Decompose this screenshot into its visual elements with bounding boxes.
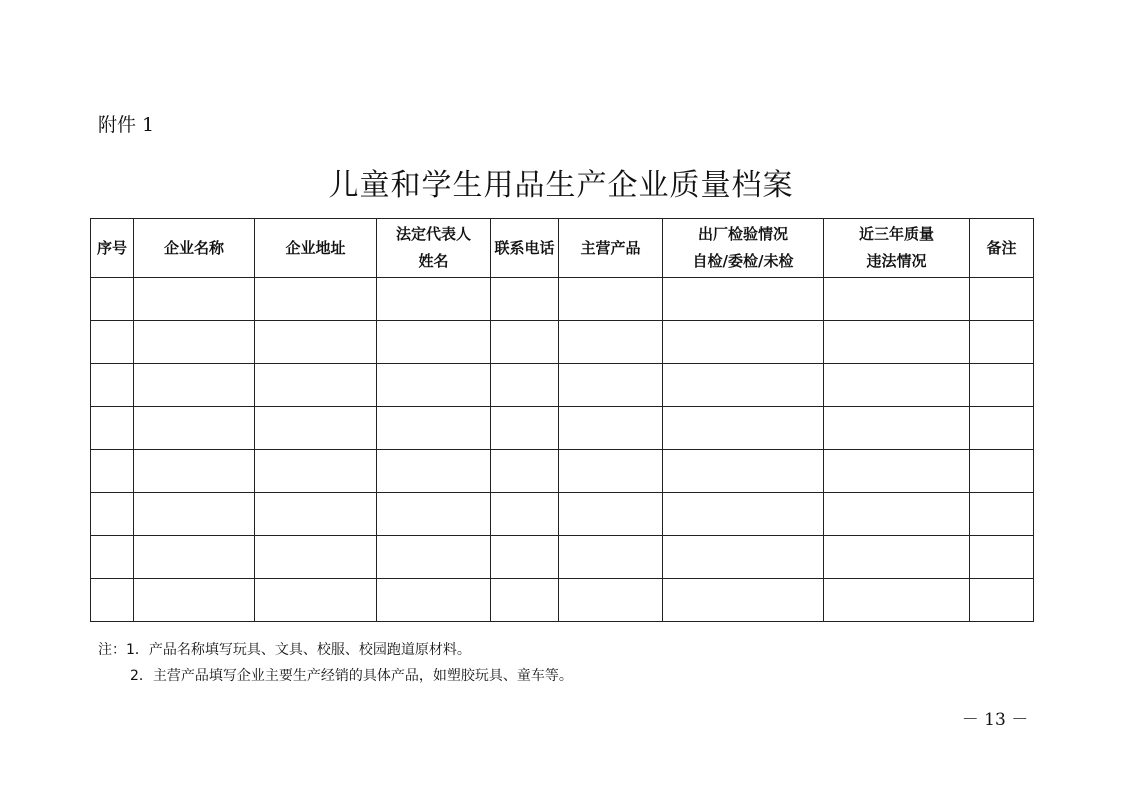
table-header-row <box>91 219 1034 278</box>
table-cell <box>491 321 559 364</box>
table-cell <box>91 450 134 493</box>
header-contact-phone: 联系电话 <box>491 219 559 278</box>
table-cell <box>377 278 491 321</box>
table-cell <box>255 364 377 407</box>
table-cell <box>663 321 824 364</box>
table-row <box>91 536 1034 579</box>
table-cell <box>824 364 970 407</box>
table-cell <box>491 493 559 536</box>
table-cell <box>491 407 559 450</box>
table-cell <box>970 536 1034 579</box>
table-cell <box>491 536 559 579</box>
table-cell <box>91 536 134 579</box>
table-cell <box>134 450 255 493</box>
table-row <box>91 450 1034 493</box>
table-cell <box>824 450 970 493</box>
table-cell <box>970 579 1034 622</box>
table-cell <box>255 579 377 622</box>
table-cell <box>134 364 255 407</box>
table-cell <box>377 450 491 493</box>
header-quality-violations: 近三年质量 违法情况 <box>824 219 970 278</box>
table-cell <box>91 278 134 321</box>
table-body <box>91 278 1034 622</box>
table-cell <box>970 493 1034 536</box>
table-cell <box>663 579 824 622</box>
table-cell <box>377 321 491 364</box>
quality-archive-table <box>90 218 1034 622</box>
table-cell <box>91 364 134 407</box>
note-1: 注：1．产品名称填写玩具、文具、校服、校园跑道原材料。 <box>98 642 471 658</box>
table-row <box>91 321 1034 364</box>
table-cell <box>491 579 559 622</box>
table-cell <box>559 364 663 407</box>
header-serial-number: 序号 <box>91 219 134 278</box>
table-cell <box>663 364 824 407</box>
table-cell <box>377 364 491 407</box>
table-cell <box>663 278 824 321</box>
table-cell <box>255 450 377 493</box>
table-cell <box>824 278 970 321</box>
table-cell <box>91 493 134 536</box>
table-cell <box>970 407 1034 450</box>
table-cell <box>559 321 663 364</box>
table-cell <box>134 536 255 579</box>
table-cell <box>559 536 663 579</box>
table-cell <box>970 450 1034 493</box>
table-cell <box>491 364 559 407</box>
table-row <box>91 364 1034 407</box>
table-cell <box>824 536 970 579</box>
header-company-name: 企业名称 <box>134 219 255 278</box>
header-remarks: 备注 <box>970 219 1034 278</box>
table-cell <box>377 536 491 579</box>
table-cell <box>559 407 663 450</box>
header-factory-inspection: 出厂检验情况 自检/委检/未检 <box>663 219 824 278</box>
table-cell <box>559 579 663 622</box>
table-cell <box>970 321 1034 364</box>
table-cell <box>970 364 1034 407</box>
table-cell <box>91 579 134 622</box>
table-cell <box>824 493 970 536</box>
header-company-address: 企业地址 <box>255 219 377 278</box>
table-cell <box>559 278 663 321</box>
table-cell <box>134 407 255 450</box>
table-cell <box>255 321 377 364</box>
table-cell <box>255 536 377 579</box>
table-cell <box>255 493 377 536</box>
document-title: 儿童和学生用品生产企业质量档案 <box>328 168 794 203</box>
table-cell <box>134 321 255 364</box>
table-row <box>91 579 1034 622</box>
table-cell <box>377 579 491 622</box>
table-cell <box>559 450 663 493</box>
note-2: 2．主营产品填写企业主要生产经销的具体产品，如塑胶玩具、童车等。 <box>130 668 573 684</box>
table-row <box>91 278 1034 321</box>
table-cell <box>255 278 377 321</box>
table-cell <box>970 278 1034 321</box>
table-cell <box>255 407 377 450</box>
table-cell <box>824 579 970 622</box>
header-main-products: 主营产品 <box>559 219 663 278</box>
table-cell <box>134 493 255 536</box>
notes <box>98 637 573 689</box>
attachment-label: 附件 1 <box>98 114 155 136</box>
table-cell <box>91 407 134 450</box>
table-cell <box>377 493 491 536</box>
header-legal-representative: 法定代表人 姓名 <box>377 219 491 278</box>
table-cell <box>134 278 255 321</box>
table-cell <box>377 407 491 450</box>
table-row <box>91 493 1034 536</box>
table-cell <box>663 450 824 493</box>
table-cell <box>91 321 134 364</box>
table-cell <box>491 278 559 321</box>
table-cell <box>663 493 824 536</box>
table-cell <box>824 321 970 364</box>
page-number: － 13 － <box>961 710 1029 730</box>
table-cell <box>559 493 663 536</box>
table-cell <box>134 579 255 622</box>
table-row <box>91 407 1034 450</box>
table-cell <box>663 407 824 450</box>
table-cell <box>824 407 970 450</box>
table-cell <box>663 536 824 579</box>
table-cell <box>491 450 559 493</box>
